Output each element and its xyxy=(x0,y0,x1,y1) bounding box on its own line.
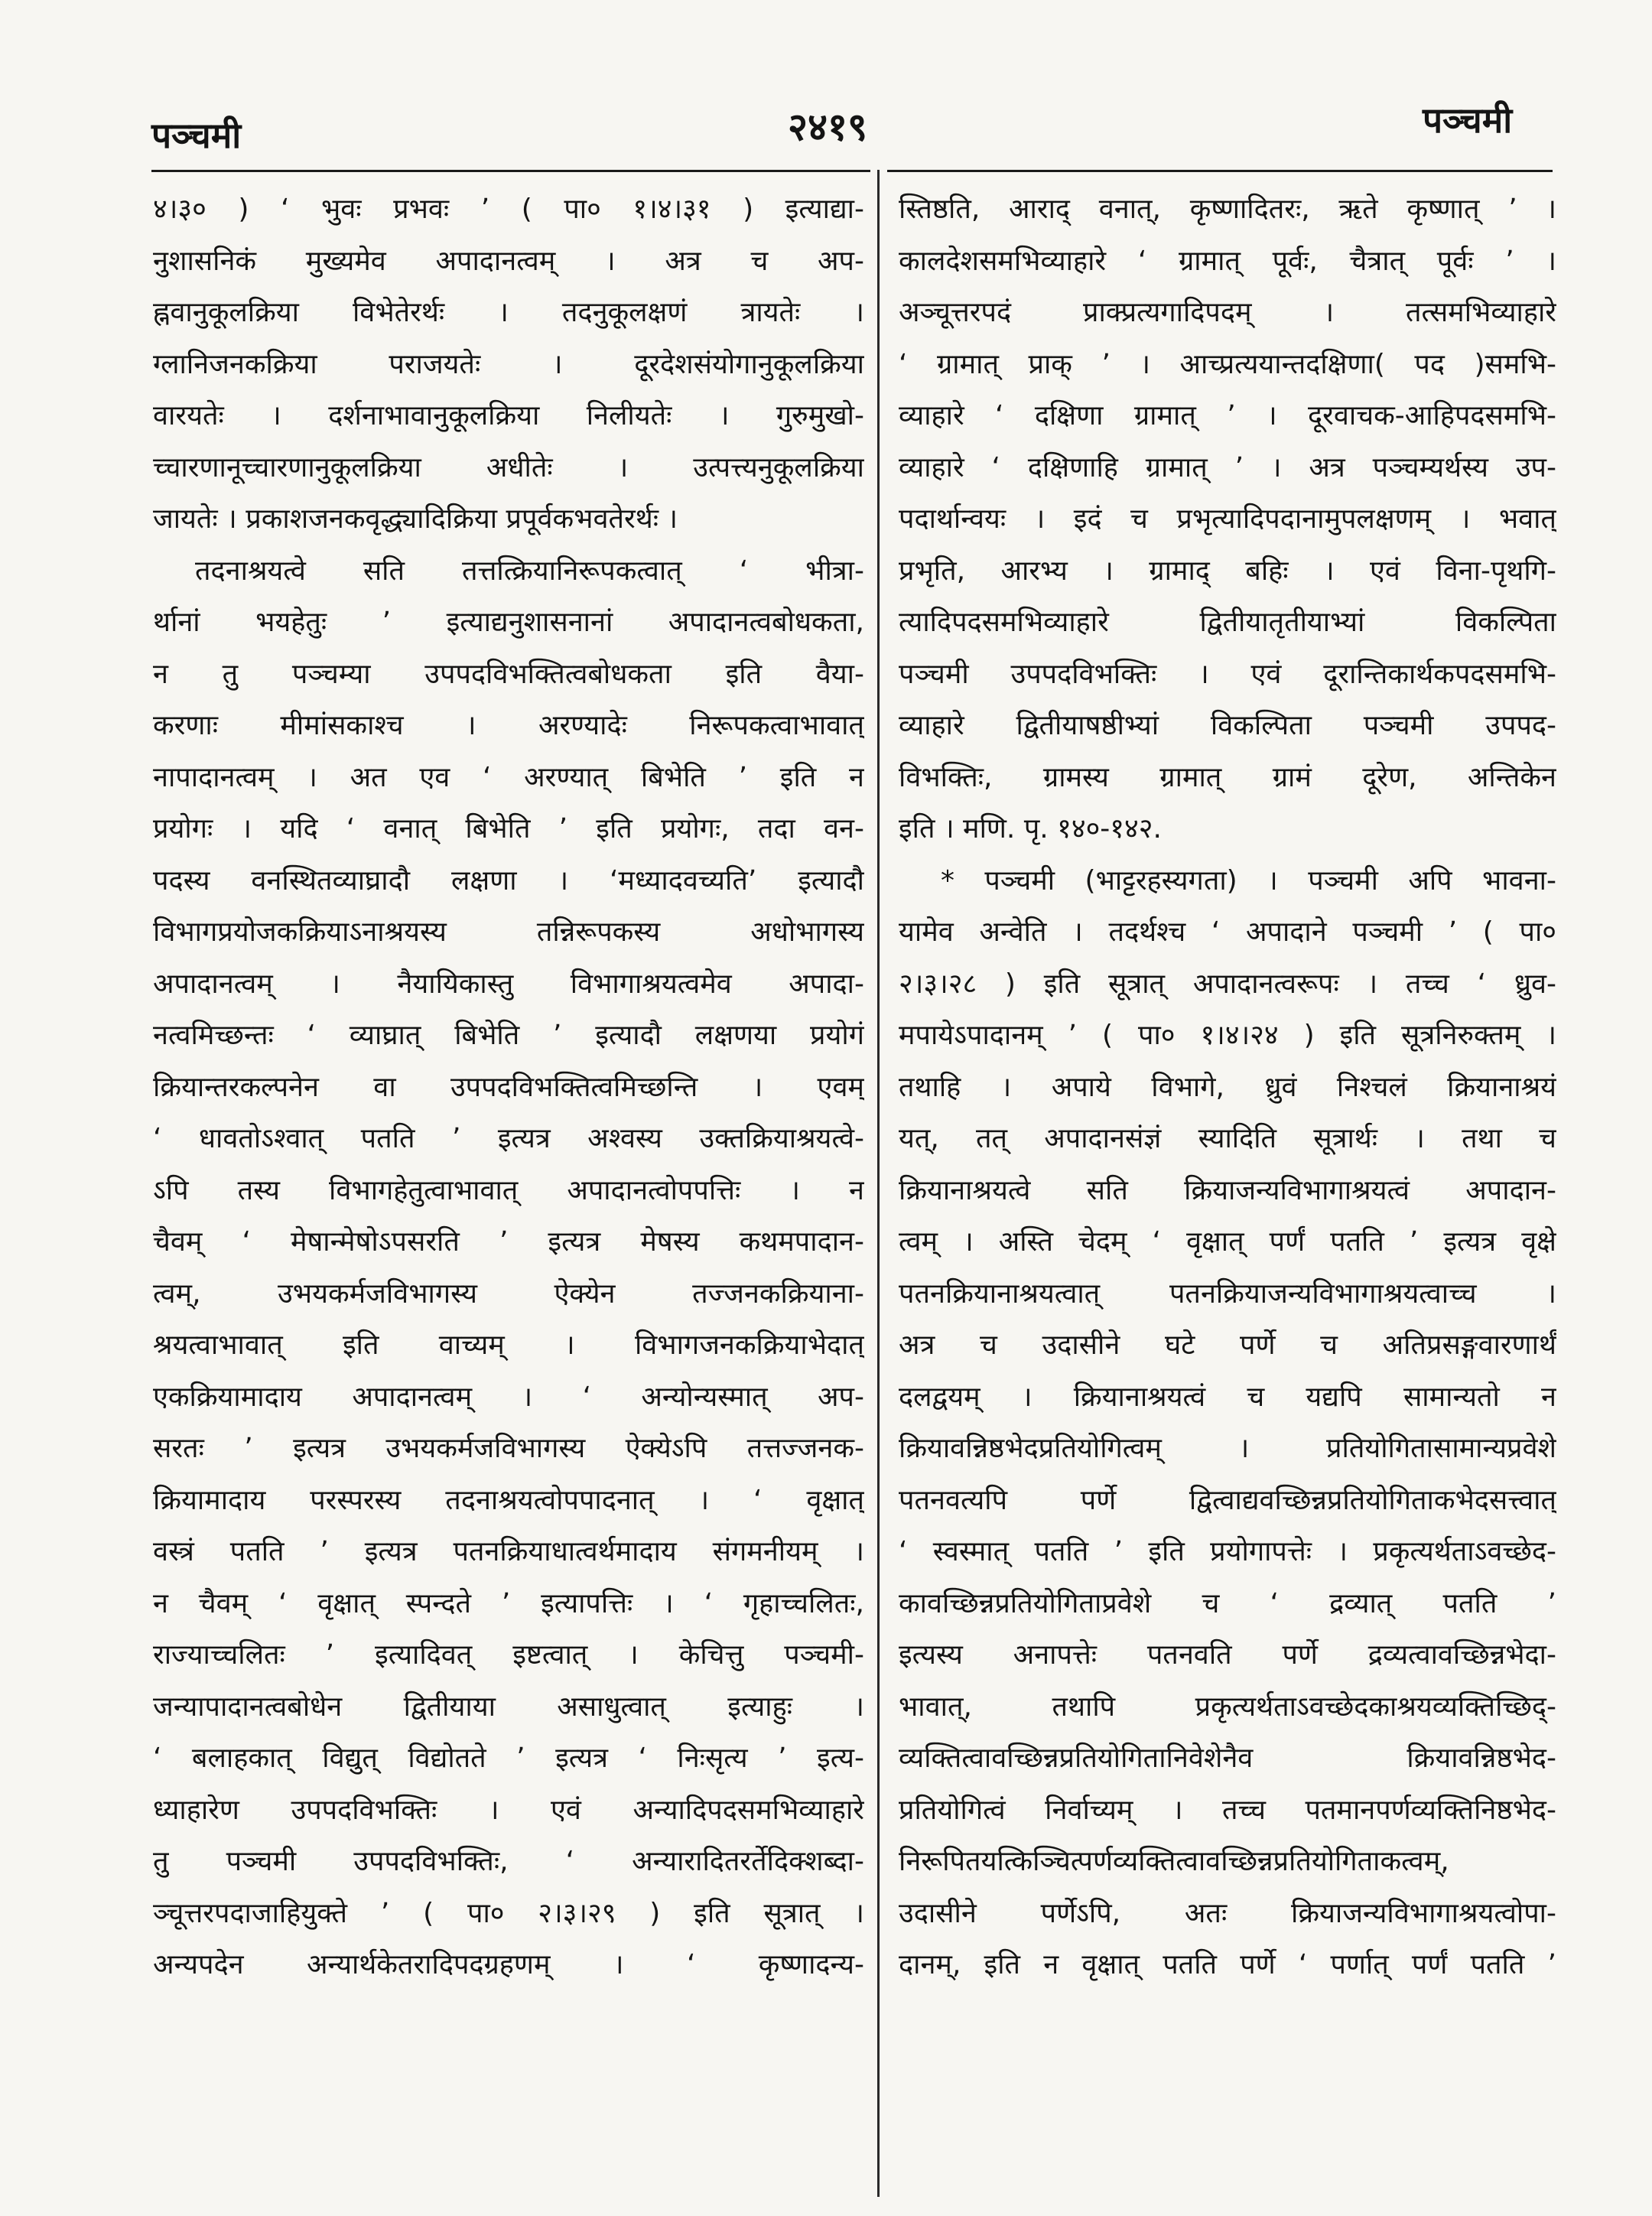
text-line: क्रियावन्निष्ठभेदप्रतियोगित्वम् । प्रतियोगितासामान्यप्रवेशे xyxy=(899,1433,1556,1464)
text-line: कावच्छिन्नप्रतियोगिताप्रवेशे च ‘ द्रव्यात् पतति ’ xyxy=(899,1587,1556,1619)
text-line: नुशासनिकं मुख्यमेव अपादानत्वम् । अत्र च अप- xyxy=(153,245,864,277)
text-line: प्रतियोगित्वं निर्वाच्यम् । तच्च पतमानपर्णव्यक्तिनिष्ठभेद- xyxy=(899,1794,1556,1826)
text-line: ‘ बलाहकात् विद्युत् विद्योतते ’ इत्यत्र ‘ निःसृत्य ’ इत्य- xyxy=(153,1743,864,1774)
text-line: मपायेऽपादानम् ’ ( पा० १।४।२४ ) इति सूत्रनिरुक्तम् । xyxy=(899,1020,1556,1051)
text-line: ञ्चूत्तरपदाजाहियुक्ते ’ ( पा० २।३।२९ ) इति सूत्रात् । xyxy=(153,1897,864,1929)
text-line: * पञ्चमी (भाट्टरहस्यगता) । पञ्चमी अपि भावना- xyxy=(941,864,1556,896)
text-line: वस्त्रं पतति ’ इत्यत्र पतनक्रियाधात्वर्थमादाय संगमनीयम् । xyxy=(153,1536,864,1567)
text-line: त्यादिपदसमभिव्याहारे द्वितीयातृतीयाभ्यां विकल्पिता xyxy=(899,607,1556,638)
text-line: करणाः मीमांसकाश्च । अरण्यादेः निरूपकत्वाभावात् xyxy=(153,710,864,741)
text-line: दानम्, इति न वृक्षात् पतति पर्णे ‘ पर्णात् पर्णं पतति ’ xyxy=(899,1949,1556,1980)
text-line: नत्वमिच्छन्तः ‘ व्याघ्रात् बिभेति ’ इत्यादौ लक्षणया प्रयोगं xyxy=(153,1020,864,1051)
text-line: विभक्तिः, ग्रामस्य ग्रामात् ग्रामं दूरेण, अन्तिकेन xyxy=(899,761,1556,793)
text-line: अत्र च उदासीने घटे पर्णे च अतिप्रसङ्गवारणार्थं xyxy=(899,1329,1556,1361)
text-line: अपादानत्वम् । नैयायिकास्तु विभागाश्रयत्वमेव अपादा- xyxy=(153,968,864,1000)
text-line: भावात्, तथापि प्रकृत्यर्थताऽवच्छेदकाश्रयव्यक्तिच्छिद्- xyxy=(899,1690,1556,1723)
text-line: पतनवत्यपि पर्णे द्वित्वाद्यवच्छिन्नप्रतियोगिताकभेदसत्त्वात् xyxy=(899,1484,1556,1516)
page-number: २४१९ xyxy=(788,105,867,149)
text-line: कालदेशसमभिव्याहारे ‘ ग्रामात् पूर्वः, चैत्रात् पूर्वः ’ । xyxy=(899,245,1556,277)
text-line: उदासीने पर्णेऽपि, अतः क्रियाजन्यविभागाश्रयत्वोपा- xyxy=(899,1897,1556,1929)
text-line: त्वम् । अस्ति चेदम् ‘ वृक्षात् पर्णं पतति ’ इत्यत्र वृक्षे xyxy=(899,1226,1556,1258)
running-head-left: पञ्चमी xyxy=(151,115,242,156)
text-line: च्चारणानूच्चारणानुकूलक्रिया अधीतेः । उत्पत्त्यनुकूलक्रिया xyxy=(153,451,864,483)
text-line: चैवम् ‘ मेषान्मेषोऽपसरति ’ इत्यत्र मेषस्य कथमपादान- xyxy=(153,1226,864,1258)
text-line: इत्यस्य अनापत्तेः पतनवति पर्णे द्रव्यत्वावच्छिन्नभेदा- xyxy=(899,1639,1556,1671)
text-line: निरूपितयत्किञ्चित्पर्णव्यक्तित्वावच्छिन्नप्रतियोगिताकत्वम्, xyxy=(899,1846,1449,1877)
text-line: सरतः ’ इत्यत्र उभयकर्मजविभागस्य ऐक्येऽपि तत्तज्जनक- xyxy=(153,1433,864,1464)
text-line: न चैवम् ‘ वृक्षात् स्पन्दते ’ इत्यापत्तिः । ‘ गृहाच्चलितः, xyxy=(153,1587,864,1619)
text-line: तु पञ्चमी उपपदविभक्तिः, ‘ अन्यारादितरर्तेदिक्शब्दा- xyxy=(153,1846,864,1877)
text-line: ह्नवानुकूलक्रिया विभेतेरर्थः । तदनुकूलक्षणं त्रायतेः । xyxy=(153,297,864,328)
text-line: अञ्चूत्तरपदं प्राक्प्रत्यगादिपदम् । तत्समभिव्याहारे xyxy=(899,297,1556,328)
text-line: स्तिष्ठति, आराद् वनात्, कृष्णादितरः, ऋते कृष्णात् ’ । xyxy=(899,194,1556,225)
text-line: ‘ स्वस्मात् पतति ’ इति प्रयोगापत्तेः । प्रकृत्यर्थताऽवच्छेद- xyxy=(899,1536,1556,1567)
text-line: क्रियान्तरकल्पनेन वा उपपदविभक्तित्वमिच्छन्ति । एवम् xyxy=(153,1071,864,1103)
text-line: प्रभृति, आरभ्य । ग्रामाद् बहिः । एवं विना-पृथगि- xyxy=(899,555,1556,587)
text-line: ‘ धावतोऽश्वात् पतति ’ इत्यत्र अश्वस्य उक्तक्रियाश्रयत्वे- xyxy=(153,1123,864,1154)
text-line: व्याहारे ‘ दक्षिणाहि ग्रामात् ’ । अत्र पञ्चम्यर्थस्य उप- xyxy=(899,451,1556,483)
page-header xyxy=(0,0,1652,176)
text-line: व्याहारे द्वितीयाषष्ठीभ्यां विकल्पिता पञ्चमी उपपद- xyxy=(899,710,1556,741)
text-line: श्रयत्वाभावात् इति वाच्यम् । विभागजनकक्रियाभेदात् xyxy=(153,1329,864,1361)
running-head-right: पञ्चमी xyxy=(1423,99,1513,141)
text-line: तथाहि । अपाये विभागे, ध्रुवं निश्चलं क्रियानाश्रयं xyxy=(899,1071,1556,1103)
text-line: व्यक्तित्वावच्छिन्नप्रतियोगितानिवेशेनैव क्रियावन्निष्ठभेद- xyxy=(899,1743,1556,1774)
text-line: नापादानत्वम् । अत एव ‘ अरण्यात् बिभेति ’ इति न xyxy=(153,761,864,793)
text-line: व्याहारे ‘ दक्षिणा ग्रामात् ’ । दूरवाचक-आहिपदसमभि- xyxy=(899,400,1556,431)
text-line: पञ्चमी उपपदविभक्तिः । एवं दूरान्तिकार्थकपदसमभि- xyxy=(899,658,1556,690)
text-line: पतनक्रियानाश्रयत्वात् पतनक्रियाजन्यविभागाश्रयत्वाच्च । xyxy=(899,1277,1556,1310)
text-line: वारयतेः । दर्शनाभावानुकूलक्रिया निलीयतेः । गुरुमुखो- xyxy=(153,400,864,431)
text-line: ऽपि तस्य विभागहेतुत्वाभावात् अपादानत्वोपपत्तिः । न xyxy=(153,1174,864,1206)
left-column xyxy=(153,184,864,1991)
text-line: र्थानां भयहेतुः ’ इत्याद्यनुशासनानां अपादानत्वबोधकता, xyxy=(153,607,864,638)
text-line: तदनाश्रयत्वे सति तत्तत्क्रियानिरूपकत्वात् ‘ भीत्रा- xyxy=(195,555,864,587)
text-line: पदार्थान्वयः । इदं च प्रभृत्यादिपदानामुपलक्षणम् । भवात् xyxy=(899,503,1556,535)
right-column xyxy=(899,184,1556,1991)
text-line: विभागप्रयोजकक्रियाऽनाश्रयस्य तन्निरूपकस्य अधोभागस्य xyxy=(153,916,864,948)
text-line: यत्, तत् अपादानसंज्ञं स्यादिति सूत्रार्थः । तथा च xyxy=(899,1123,1556,1154)
column-divider xyxy=(877,170,880,2197)
text-line: राज्याच्चलितः ’ इत्यादिवत् इष्टत्वात् । केचित्तु पञ्चमी- xyxy=(153,1639,864,1671)
header-rule-left xyxy=(151,170,870,172)
text-line: ४।३० ) ‘ भुवः प्रभवः ’ ( पा० १।४।३१ ) इत्याद्या- xyxy=(153,194,864,225)
text-line: एकक्रियामादाय अपादानत्वम् । ‘ अन्योन्यस्मात् अप- xyxy=(153,1381,864,1413)
text-line: दलद्वयम् । क्रियानाश्रयत्वं च यद्यपि सामान्यतो न xyxy=(899,1381,1556,1413)
text-line: पदस्य वनस्थितव्याघ्रादौ लक्षणा । ‘मध्यादवच्यति’ इत्यादौ xyxy=(153,864,864,896)
header-rule-right xyxy=(887,170,1553,172)
text-line: इति । मणि. पृ. १४०-१४२. xyxy=(899,813,1162,844)
text-line: ग्लानिजनकक्रिया पराजयतेः । दूरदेशसंयोगानुकूलक्रिया xyxy=(153,348,864,380)
text-line: जायतेः । प्रकाशजनकवृद्ध्यादिक्रिया प्रपूर्वकभवतेरर्थः । xyxy=(153,503,678,535)
text-line: क्रियानाश्रयत्वे सति क्रियाजन्यविभागाश्रयत्वं अपादान- xyxy=(899,1174,1556,1206)
text-line: जन्यापादानत्वबोधेन द्वितीयाया असाधुत्वात् इत्याहुः । xyxy=(153,1690,864,1723)
text-line: ‘ ग्रामात् प्राक् ’ । आच्प्रत्ययान्तदक्षिणा( पद )समभि- xyxy=(899,348,1556,380)
text-line: ध्याहारेण उपपदविभक्तिः । एवं अन्यादिपदसमभिव्याहारे xyxy=(153,1794,864,1826)
text-line: प्रयोगः । यदि ‘ वनात् बिभेति ’ इति प्रयोगः, तदा वन- xyxy=(153,813,864,844)
text-line: यामेव अन्वेति । तदर्थश्च ‘ अपादाने पञ्चमी ’ ( पा० xyxy=(899,916,1556,948)
text-line: अन्यपदेन अन्यार्थकेतरादिपदग्रहणम् । ‘ कृष्णादन्य- xyxy=(153,1949,864,1980)
text-line: क्रियामादाय परस्परस्य तदनाश्रयत्वोपपादनात् । ‘ वृक्षात् xyxy=(153,1484,864,1516)
text-line: २।३।२८ ) इति सूत्रात् अपादानत्वरूपः । तच्च ‘ ध्रुव- xyxy=(899,968,1556,1000)
text-line: त्वम्, उभयकर्मजविभागस्य ऐक्येन तज्जनकक्रियाना- xyxy=(153,1277,864,1310)
text-line: न तु पञ्चम्या उपपदविभक्तित्वबोधकता इति वैया- xyxy=(153,658,864,690)
